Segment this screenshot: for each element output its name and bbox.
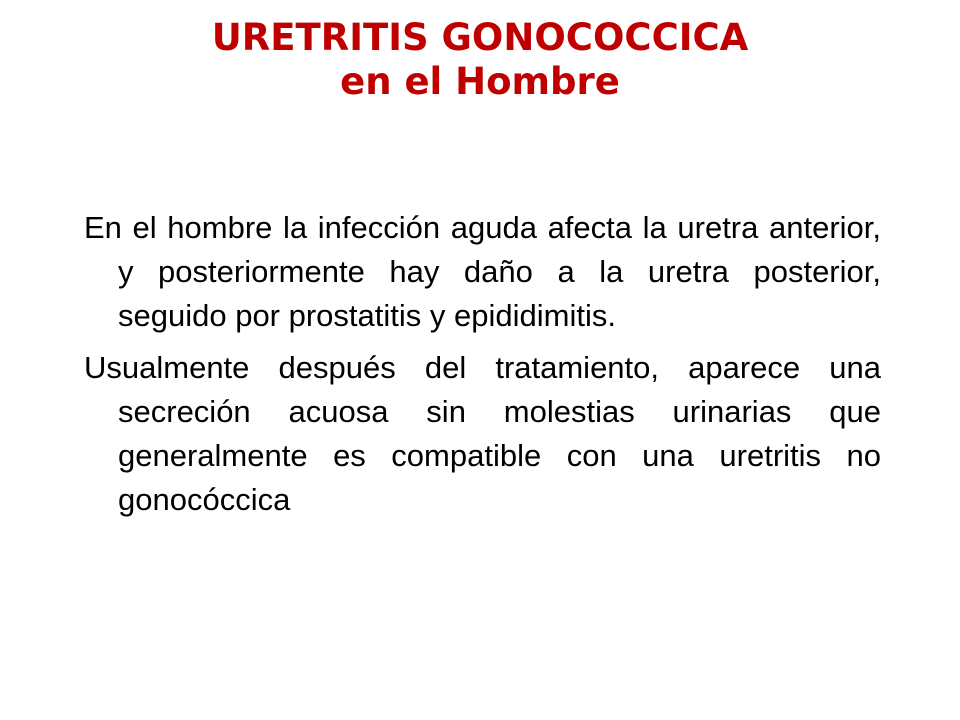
paragraph-infection: En el hombre la infección aguda afecta la uretra anterior, y posteriormente hay daño a la uretra posterior, seguido por prostatitis y epididimitis. (84, 210, 881, 333)
title-line-1: URETRITIS GONOCOCCICA (211, 16, 749, 59)
slide-body (84, 206, 881, 530)
title-line-2: en el Hombre (340, 60, 620, 103)
paragraph-treatment: Usualmente después del tratamiento, aparece una secreción acuosa sin molestias urinarias que generalmente es compatible con una uretritis no gonocóccica (84, 350, 881, 517)
slide-title (0, 16, 960, 104)
